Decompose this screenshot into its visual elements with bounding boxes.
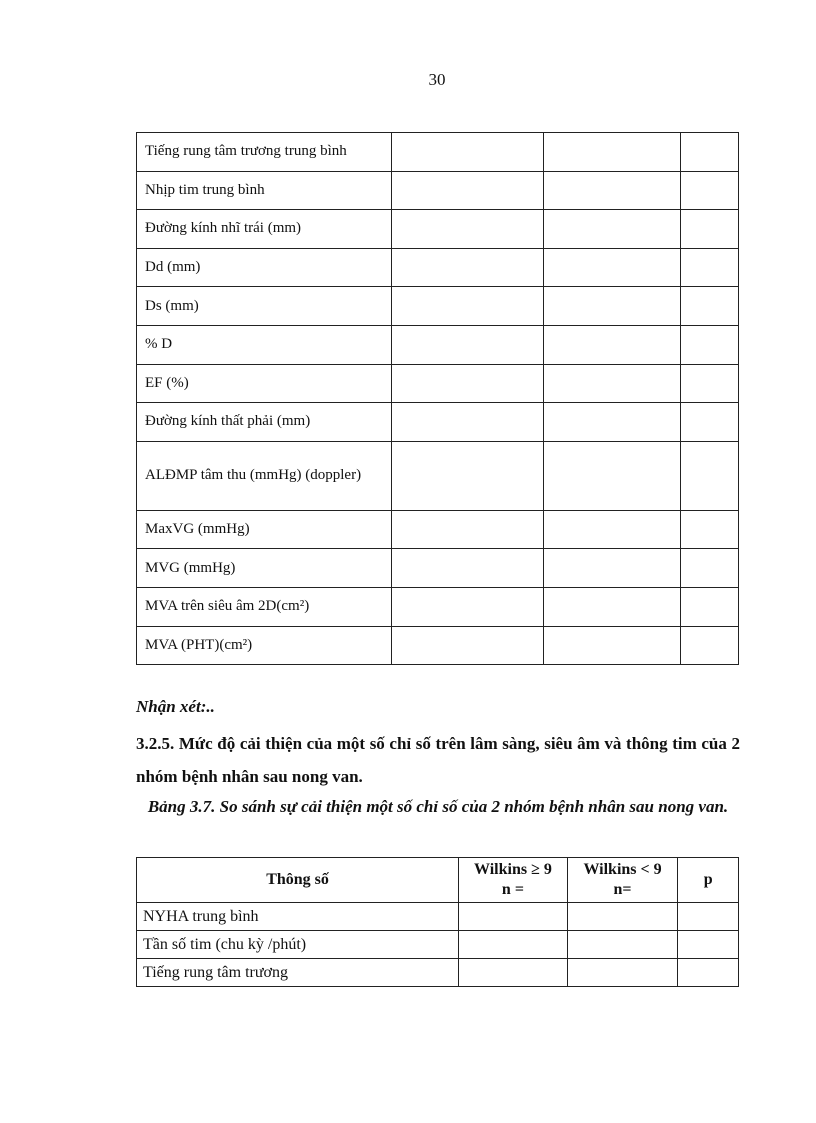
row-label: MaxVG (mmHg) [137,510,392,549]
table-cell [459,959,568,987]
table-caption: Bảng 3.7. So sánh sự cải thiện một số chỉ số của 2 nhóm bệnh nhân sau nong van. [147,797,729,816]
row-label: Ds (mm) [137,287,392,326]
header-wilkins-low [567,858,678,903]
table-cell [681,287,739,326]
table-cell [681,248,739,287]
table-cell [681,626,739,665]
table-cell [391,626,544,665]
table-cell [544,210,681,249]
table-cell [391,210,544,249]
table-cell [681,325,739,364]
table-cell [391,325,544,364]
table-row [137,549,739,588]
table-row [137,403,739,442]
header-p: p [678,858,739,903]
row-label: Tiếng rung tâm trương trung bình [137,133,392,172]
table-row [137,626,739,665]
table-row [137,133,739,172]
table-cell [391,403,544,442]
table-row [137,959,739,987]
table-row [137,287,739,326]
table-cell [544,364,681,403]
table-row [137,248,739,287]
section-heading: 3.2.5. Mức độ cải thiện của một số chỉ số trên lâm sàng, siêu âm và thông tim của 2 nhóm bệnh nhân sau nong van. [136,734,740,786]
row-label: MVG (mmHg) [137,549,392,588]
table-cell [567,903,678,931]
table-cell [544,510,681,549]
header-param: Thông số [137,858,459,903]
header-wilkins-high-n: n = [501,881,524,898]
row-label: MVA (PHT)(cm²) [137,626,392,665]
table-cell [681,403,739,442]
table-row [137,903,739,931]
table-cell [391,171,544,210]
row-label: MVA trên siêu âm 2D(cm²) [137,587,392,626]
table-cell [678,931,739,959]
table-cell [544,133,681,172]
table-row [137,364,739,403]
page-number: 30 [428,70,446,89]
comparison-table [136,857,739,987]
row-label: NYHA trung bình [137,903,459,931]
table-cell [391,133,544,172]
row-label: Nhịp tim trung bình [137,171,392,210]
row-label: Tần số tim (chu kỳ /phút) [137,931,459,959]
header-wilkins-high [459,858,568,903]
row-label: Tiếng rung tâm trương [137,959,459,987]
table-cell [681,171,739,210]
table-cell [544,325,681,364]
table-cell [678,959,739,987]
table-row [137,510,739,549]
table-cell [544,441,681,510]
table-cell [391,510,544,549]
table-row [137,441,739,510]
row-label: Đường kính nhĩ trái (mm) [137,210,392,249]
header-wilkins-high-label: Wilkins ≥ 9 [474,861,552,878]
table-cell [567,959,678,987]
row-label: % D [137,325,392,364]
table-row [137,931,739,959]
table-cell [544,287,681,326]
row-label: EF (%) [137,364,392,403]
table-cell [391,364,544,403]
table-cell [459,903,568,931]
table-row [137,325,739,364]
table-cell [544,587,681,626]
row-label: Đường kính thất phải (mm) [137,403,392,442]
remark: Nhận xét:.. [136,697,215,716]
parameters-table [136,132,739,665]
table-cell [681,441,739,510]
table-row [137,587,739,626]
table-cell [391,549,544,588]
table-row [137,171,739,210]
header-wilkins-low-n: n= [613,881,632,898]
table-cell [681,587,739,626]
table-cell [678,903,739,931]
row-label: ALĐMP tâm thu (mmHg) (doppler) [137,441,392,510]
table-cell [459,931,568,959]
table-cell [567,931,678,959]
table-cell [544,171,681,210]
table-cell [544,549,681,588]
table-cell [681,133,739,172]
table-cell [391,441,544,510]
row-label: Dd (mm) [137,248,392,287]
header-wilkins-low-label: Wilkins < 9 [583,861,662,878]
table-cell [391,587,544,626]
table-row [137,210,739,249]
table-cell [544,248,681,287]
table-cell [681,364,739,403]
table-cell [681,549,739,588]
table-cell [544,403,681,442]
table-header-row [137,858,739,903]
table-cell [681,510,739,549]
table-cell [544,626,681,665]
table-cell [681,210,739,249]
table-cell [391,287,544,326]
table-cell [391,248,544,287]
